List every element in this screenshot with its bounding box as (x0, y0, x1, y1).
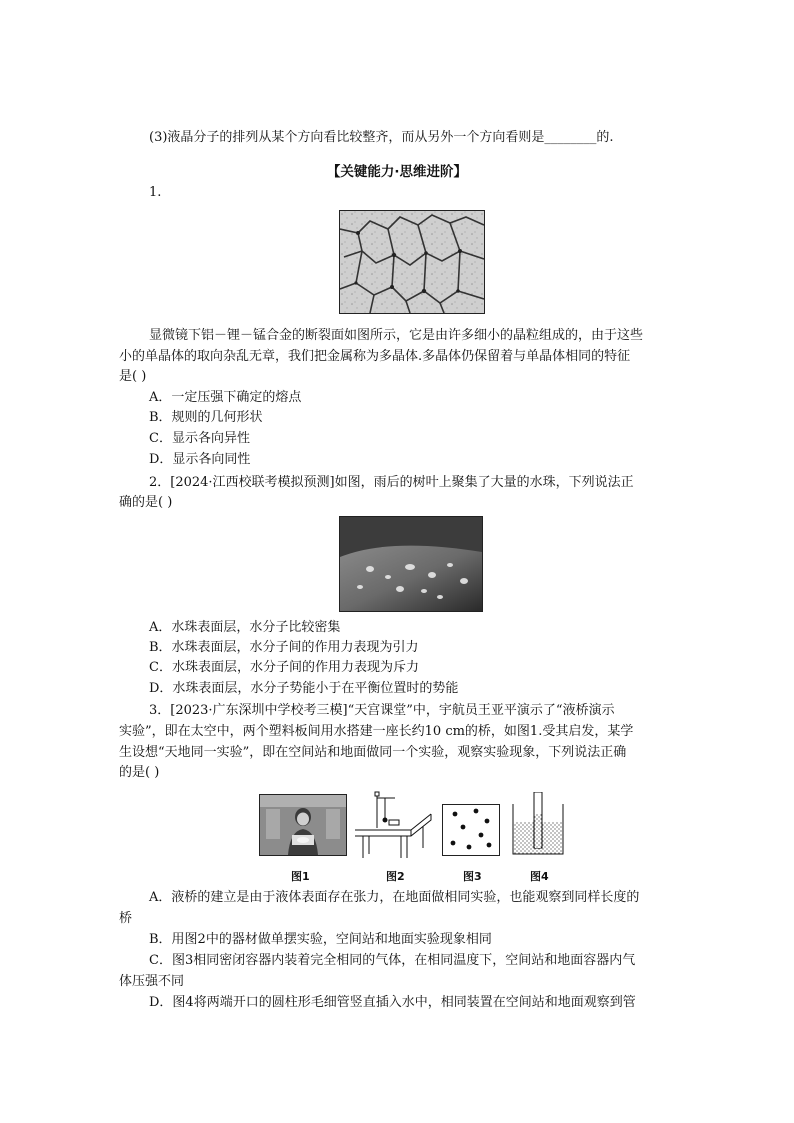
q3-option-c-line-1: C．图3相同密闭容器内装着完全相同的气体，在相同温度下，空间站和地面容器内气 (149, 953, 636, 968)
q3-option-c-line-2: 体压强不同 (119, 974, 185, 989)
figure-3-gas-container (442, 804, 500, 856)
q1-stem-line-3: 是( ) (119, 369, 147, 384)
q1-option-b: B．规则的几何形状 (149, 410, 263, 425)
q2-option-a: A．水珠表面层，水分子比较密集 (149, 620, 341, 635)
q1-option-d: D．显示各向同性 (149, 452, 251, 467)
q3-stem-line-2: 实验”，即在太空中，两个塑料板间用水搭建一座长约10 cm的桥，如图1.受其启发，某学 (119, 724, 634, 739)
q1-stem-line-1: 显微镜下铝－锂－锰合金的断裂面如图所示，它是由许多细小的晶粒组成的，由于这些 (149, 328, 644, 343)
figure-2-caption: 图2 (386, 870, 405, 883)
q2-option-d: D．水珠表面层，水分子势能小于在平衡位置时的势能 (149, 681, 459, 696)
alloy-fracture-micrograph (339, 210, 485, 314)
figure-1-caption: 图1 (291, 870, 310, 883)
figure-1-astronaut-photo (259, 794, 347, 856)
q3-option-d-line-1: D．图4将两端开口的圆柱形毛细管竖直插入水中，相同装置在空间站和地面观察到管 (149, 995, 636, 1010)
q1-option-c: C．显示各向异性 (149, 431, 250, 446)
figure-3-caption: 图3 (463, 870, 482, 883)
figure-4-capillary-in-water (510, 792, 566, 856)
q2-option-b: B．水珠表面层，水分子间的作用力表现为引力 (149, 640, 419, 655)
leaf-water-droplets-photo (339, 516, 483, 612)
q2-option-c: C．水珠表面层，水分子间的作用力表现为斥力 (149, 660, 419, 675)
q3-stem-line-4: 的是( ) (119, 765, 160, 780)
q1-option-a: A．一定压强下确定的熔点 (149, 390, 302, 405)
figure-4-caption: 图4 (530, 870, 549, 883)
section-heading: 【关键能力·思维进阶】 (326, 164, 468, 180)
q3-stem-line-1: 3．[2023·广东深圳中学校考三模]“天宫课堂”中，宇航员王亚平演示了“液桥演示 (149, 703, 615, 718)
liquid-crystal-question-line: (3)液晶分子的排列从某个方向看比较整齐，而从另外一个方向看则是________的. (149, 130, 614, 145)
q1-stem-line-2: 小的单晶体的取向杂乱无章，我们把金属称为多晶体.多晶体仍保留着与单晶体相同的特征 (119, 349, 631, 364)
q1-number: 1. (149, 185, 162, 200)
q2-stem-line-2: 确的是( ) (119, 495, 173, 510)
figure-2-pendulum-apparatus (355, 790, 435, 860)
q3-option-a-line-1: A．液桥的建立是由于液体表面存在张力，在地面做相同实验，也能观察到同样长度的 (149, 890, 640, 905)
q3-stem-line-3: 生设想“天地同一实验”，即在空间站和地面做同一个实验，观察实验现象，下列说法正确 (119, 745, 627, 760)
q3-option-b: B．用图2中的器材做单摆实验，空间站和地面实验现象相同 (149, 932, 492, 947)
q2-stem-line-1: 2．[2024·江西校联考模拟预测]如图，雨后的树叶上聚集了大量的水珠，下列说法正 (149, 475, 634, 490)
q3-option-a-line-2: 桥 (119, 911, 133, 926)
